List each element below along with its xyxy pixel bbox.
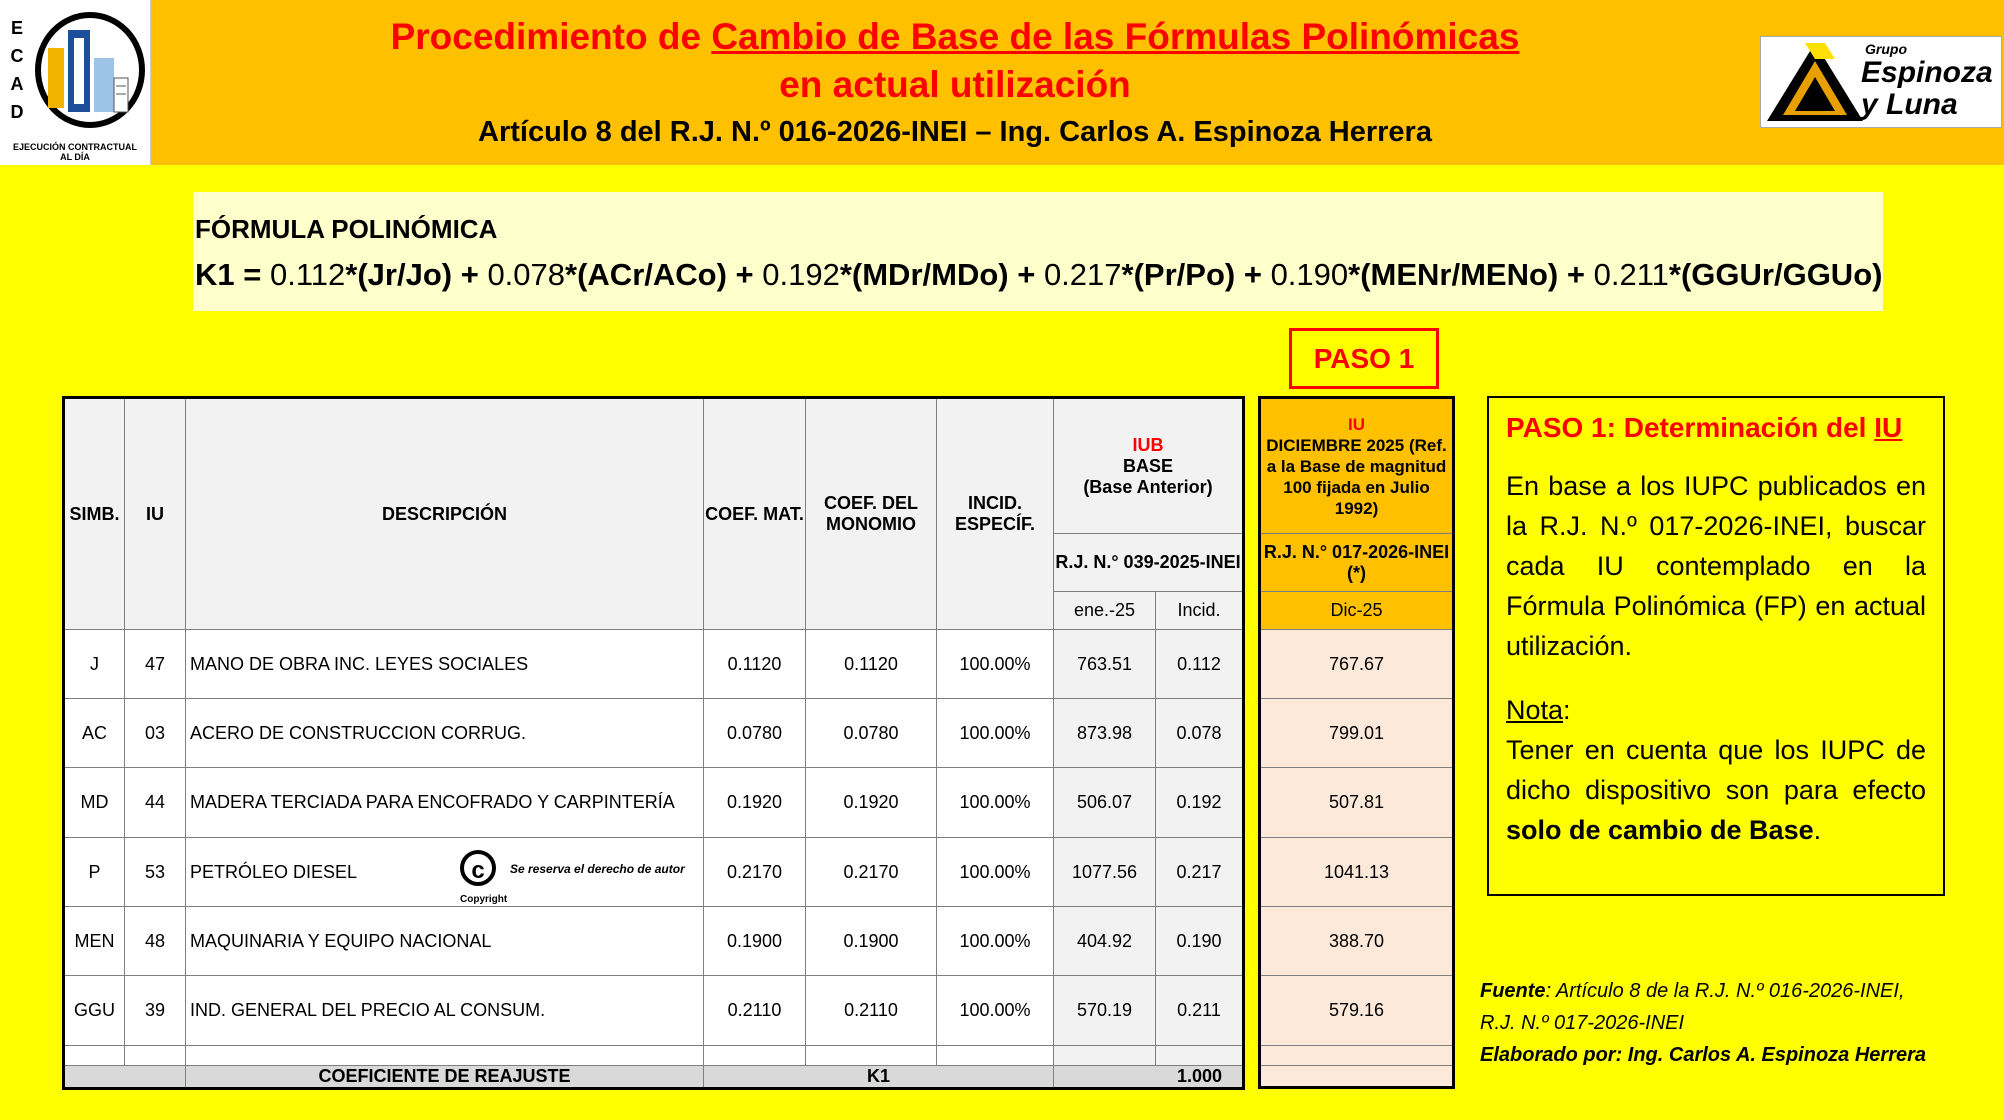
table-row: J 47 MANO DE OBRA INC. LEYES SOCIALES 0.1120 0.1120 100.00% 763.51 0.112 bbox=[64, 630, 1244, 699]
source-note: Fuente: Artículo 8 de la R.J. N.º 016-2026-INEI, R.J. N.º 017-2026-INEI Elaborado por: Ing. Carlos A. Espinoza Herrera bbox=[1480, 980, 1927, 1066]
iu-value: 1041.13 bbox=[1260, 838, 1454, 907]
header-incid-col: Incid. bbox=[1156, 592, 1244, 630]
header-band bbox=[0, 0, 2004, 165]
logo-caption: EJECUCIÓN CONTRACTUAL AL DÍA bbox=[12, 142, 137, 162]
page-title: Procedimiento de Cambio de Base de las Fórmulas Polinómicas bbox=[390, 16, 1520, 57]
table-row: MD 44 MADERA TERCIADA PARA ENCOFRADO Y CARPINTERÍA 0.1920 0.1920 100.00% 506.07 0.192 bbox=[64, 768, 1244, 838]
explanation-note: Nota: Tener en cuenta que los IUPC de dicho dispositivo son para efecto solo de cambio de Base. bbox=[1506, 695, 1926, 845]
header-coef-monomio: COEF. DEL MONOMIO bbox=[806, 398, 937, 630]
table-row: GGU 39 IND. GENERAL DEL PRECIO AL CONSUM. 0.2110 0.2110 100.00% 570.19 0.211 bbox=[64, 976, 1244, 1046]
iu-column-header: IU DICIEMBRE 2025 (Ref. a la Base de magnitud 100 fijada en Julio 1992) bbox=[1260, 398, 1454, 534]
copyright-mark: c Se reserva el derecho de autor Copyright bbox=[460, 846, 720, 906]
formula-table bbox=[62, 396, 1245, 1090]
header-coef-mat: COEF. MAT. bbox=[704, 398, 806, 630]
page-title-line2: en actual utilización bbox=[779, 64, 1131, 105]
table-row: P 53 PETRÓLEO DIESEL 0.2170 0.2170 100.00% 1077.56 0.217 bbox=[64, 838, 1244, 907]
header-rj-base: R.J. N.° 039-2025-INEI bbox=[1054, 534, 1244, 592]
triangle-logo-icon bbox=[1765, 41, 1865, 123]
building-logo-icon bbox=[30, 8, 146, 138]
table-row: MEN 48 MAQUINARIA Y EQUIPO NACIONAL 0.1900 0.1900 100.00% 404.92 0.190 bbox=[64, 907, 1244, 976]
logo-letters: E C A D bbox=[10, 18, 24, 122]
explanation-box bbox=[1487, 396, 1945, 896]
header-simb: SIMB. bbox=[64, 398, 125, 630]
explanation-body: En base a los IUPC publicados en la R.J. N.º 017-2026-INEI, buscar cada IU contemplado en la Fórmula Polinómica (FP) en actual utilización. bbox=[1506, 471, 1926, 661]
iu-column-month: Dic-25 bbox=[1260, 592, 1454, 630]
explanation-heading: PASO 1: Determinación del IU bbox=[1506, 412, 1903, 443]
iu-column bbox=[1258, 396, 1455, 1089]
iu-value: 579.16 bbox=[1260, 976, 1454, 1046]
iu-value: 799.01 bbox=[1260, 699, 1454, 768]
iu-value: 507.81 bbox=[1260, 768, 1454, 838]
table-footer: COEFICIENTE DE REAJUSTE K1 1.000 bbox=[64, 1066, 1244, 1089]
header-descripcion: DESCRIPCIÓN bbox=[186, 398, 704, 630]
paso-1-label: PASO 1 bbox=[1289, 328, 1439, 389]
header-iub: IUB BASE (Base Anterior) bbox=[1054, 398, 1244, 534]
formula-expression: K1 = 0.112*(Jr/Jo) + 0.078*(ACr/ACo) + 0.192*(MDr/MDo) + 0.217*(Pr/Po) + 0.190*(MENr/MENo) + 0.211*(GGUr/GGUo) bbox=[195, 257, 1883, 292]
formula-box bbox=[193, 192, 1883, 311]
page-subtitle: Artículo 8 del R.J. N.º 016-2026-INEI – Ing. Carlos A. Espinoza Herrera bbox=[478, 116, 1432, 148]
table-row: AC 03 ACERO DE CONSTRUCCION CORRUG. 0.0780 0.0780 100.00% 873.98 0.078 bbox=[64, 699, 1244, 768]
header-incid: INCID. ESPECÍF. bbox=[937, 398, 1054, 630]
header-iu: IU bbox=[125, 398, 186, 630]
formula-heading: FÓRMULA POLINÓMICA bbox=[195, 214, 498, 244]
iu-value: 767.67 bbox=[1260, 630, 1454, 699]
copyright-icon: c bbox=[460, 850, 496, 886]
iu-value: 388.70 bbox=[1260, 907, 1454, 976]
ecad-logo bbox=[0, 0, 151, 165]
espinoza-luna-logo: Grupo Espinoza y Luna bbox=[1760, 36, 2002, 128]
header-month: ene.-25 bbox=[1054, 592, 1156, 630]
iu-column-rj: R.J. N.° 017-2026-INEI (*) bbox=[1260, 534, 1454, 592]
table-row-blank bbox=[64, 1046, 1244, 1066]
